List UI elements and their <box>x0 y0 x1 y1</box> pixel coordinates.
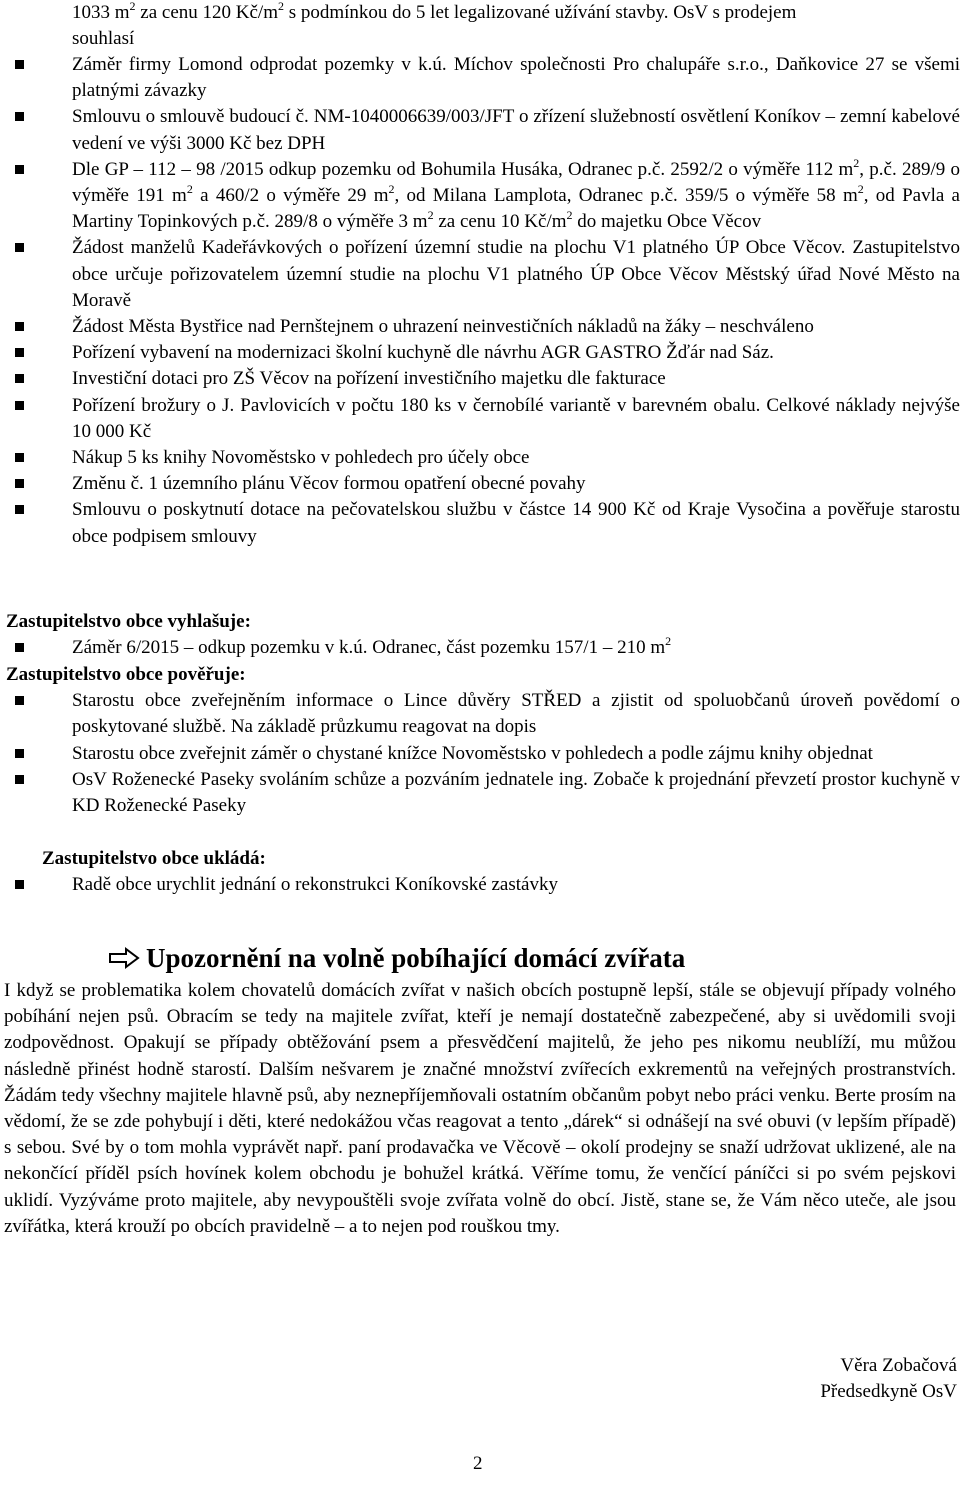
square-bullet-icon <box>15 872 27 898</box>
list-item: Starostu obce zveřejněním informace o Lince důvěry STŘED a zjistit od spoluobčanů úroveň povědomí o poskytované službě. Na základě průzkumu reagovat na dopis <box>0 688 960 740</box>
square-bullet-icon <box>15 366 27 392</box>
list-item: OsV Roženecké Paseky svoláním schůze a pozváním jednatele ing. Zobače k projednání převzetí prostor kuchyně v KD Roženecké Paseky <box>0 767 960 819</box>
square-bullet-icon <box>15 497 27 523</box>
square-bullet-icon <box>15 688 27 714</box>
section-heading: Zastupitelstvo obce pověřuje: <box>6 664 246 685</box>
list-item: Dle GP – 112 – 98 /2015 odkup pozemku od Bohumila Husáka, Odranec p.č. 2592/2 o výměře 112 $m^2$, p.č. 289/9 o výměře 191 $m^2$ a 460/2 o výměře 29 $m^2$, od Milana Lamplota, Odranec p.č. 359/5 o výměře 58 $m^2$, od Pavla a Martiny Topinkových p.č. 289/8 o výměře 3 $m^2$ za cenu 10 $Kč/m^2$ do majetku Obce Věcov <box>0 157 960 236</box>
square-bullet-icon <box>15 393 27 419</box>
page-number: 2 <box>473 1453 483 1474</box>
article-heading <box>108 938 685 980</box>
list-item: Investiční dotaci pro ZŠ Věcov na pořízení investičního majetku dle fakturace <box>0 366 960 392</box>
signature-name: Věra Zobačová <box>840 1355 957 1376</box>
list-item: Radě obce urychlit jednání o rekonstrukci Koníkovské zastávky <box>0 872 960 898</box>
approved-items-list <box>0 52 960 550</box>
list-item: Pořízení vybavení na modernizaci školní kuchyně dle návrhu AGR GASTRO Žďár nad Sáz. <box>0 340 960 366</box>
signature-block <box>820 1353 957 1405</box>
square-bullet-icon <box>15 445 27 471</box>
section-heading: Zastupitelstvo obce ukládá: <box>42 848 266 869</box>
section-vyhlasuje <box>0 609 960 661</box>
top-continuation <box>0 0 960 52</box>
square-bullet-icon <box>15 741 27 767</box>
square-bullet-icon <box>15 340 27 366</box>
list-item: Smlouvu o poskytnutí dotace na pečovatelskou službu v částce 14 900 Kč od Kraje Vysočina a pověřuje starostu obce podpisem smlouvy <box>0 497 960 549</box>
list-item: Změnu č. 1 územního plánu Věcov formou opatření obecné povahy <box>0 471 960 497</box>
square-bullet-icon <box>15 635 27 661</box>
outline-arrow-right-icon <box>108 940 140 980</box>
list-item: Pořízení brožury o J. Pavlovicích v počtu 180 ks v černobílé variantě v barevném obalu. Celkové náklady nejvýše 10 000 Kč <box>0 393 960 445</box>
section-poveruje <box>0 662 960 819</box>
square-bullet-icon <box>15 767 27 793</box>
signature-role: Předsedkyně OsV <box>820 1381 957 1403</box>
square-bullet-icon <box>15 157 27 183</box>
list-item: Záměr firmy Lomond odprodat pozemky v k.ú. Míchov společnosti Pro chalupáře s.r.o., Daňkovice 27 se všemi platnými závazky <box>0 52 960 104</box>
section-uklada <box>0 846 960 898</box>
square-bullet-icon <box>15 52 27 78</box>
list-item: Smlouvu o smlouvě budoucí č. NM-1040006639/003/JFT o zřízení služebností osvětlení Koníkov – zemní kabelové vedení ve výši 3000 Kč bez DPH <box>0 104 960 156</box>
article-title: Upozornění na volně pobíhající domácí zvířata <box>146 943 686 973</box>
square-bullet-icon <box>15 471 27 497</box>
list-item: Záměr 6/2015 – odkup pozemku v k.ú. Odranec, část pozemku 157/1 – 210 $m^2$ <box>0 635 960 661</box>
article-body <box>4 978 956 1240</box>
square-bullet-icon <box>15 235 27 261</box>
list-item: Žádost manželů Kadeřávkových o pořízení územní studie na plochu V1 platného ÚP Obce Věcov. Zastupitelstvo obce určuje pořizovatelem územní studie na plochu V1 platného ÚP Obce Věcov Městský úřad Nové Město na Moravě <box>0 235 960 314</box>
list-item: Starostu obce zveřejnit záměr o chystané knížce Novoměstsko v pohledech a podle zájmu knihy objednat <box>0 741 960 767</box>
section-heading: Zastupitelstvo obce vyhlašuje: <box>6 611 251 632</box>
list-item: Žádost Města Bystřice nad Pernštejnem o uhrazení neinvestičních nákladů na žáky – neschváleno <box>0 314 960 340</box>
article-paragraph: I když se problematika kolem chovatelů domácích zvířat v našich obcích postupně lepší, stále se objevují případy volného pobíhání nejen psů. Obracím se tedy na majitele zvířat, kteří je nemají dostatečně zabezpečené, aby si uvědomili svoji zodpovědnost. Opakují se případy obtěžování psem a přesvědčení majitelů, že jeho pes nikomu neublíží, mu můžou následně přinést hodně starostí. Dalším nešvarem je značné množství zvířecích exkrementů na veřejných prostranstvích. Žádám tedy všechny majitele hlavně psů, aby neznepříjemňovali ostatním občanům pobyt nebo práci venku. Berte prosím na vědomí, že se zde pohybují i děti, které nedokážou včas reagovat a tento „dárek“ si odnášejí na své obuvi (v lepším případě) s sebou. Své by o tom mohla vyprávět např. paní prodavačka ve Věcově – okolí prodejny se snaží udržovat uklizené, ale na nekončící příděl psích hovínek kolem obchodu je bohužel krátká. Věříme tomu, že venčící páníčci si po svém pejskovi uklidí. Vyzýváme proto majitele, aby nevypouštěli svoje zvířata volně do obcí. Jistě, stane se, že Vám něco uteče, ale jsou zvířátka, která krouží po obcích pravidelně – a to nejen pod rouškou tmy. <box>4 980 956 1237</box>
square-bullet-icon <box>15 314 27 340</box>
list-item: Nákup 5 ks knihy Novoměstsko v pohledech pro účely obce <box>0 445 960 471</box>
square-bullet-icon <box>15 104 27 130</box>
top-paragraph: 1033 $m^2$ za cenu 120 $Kč/m^2$ s podmínkou do 5 let legalizované užívání stavby. OsV s prodejem souhlasí <box>72 0 797 50</box>
